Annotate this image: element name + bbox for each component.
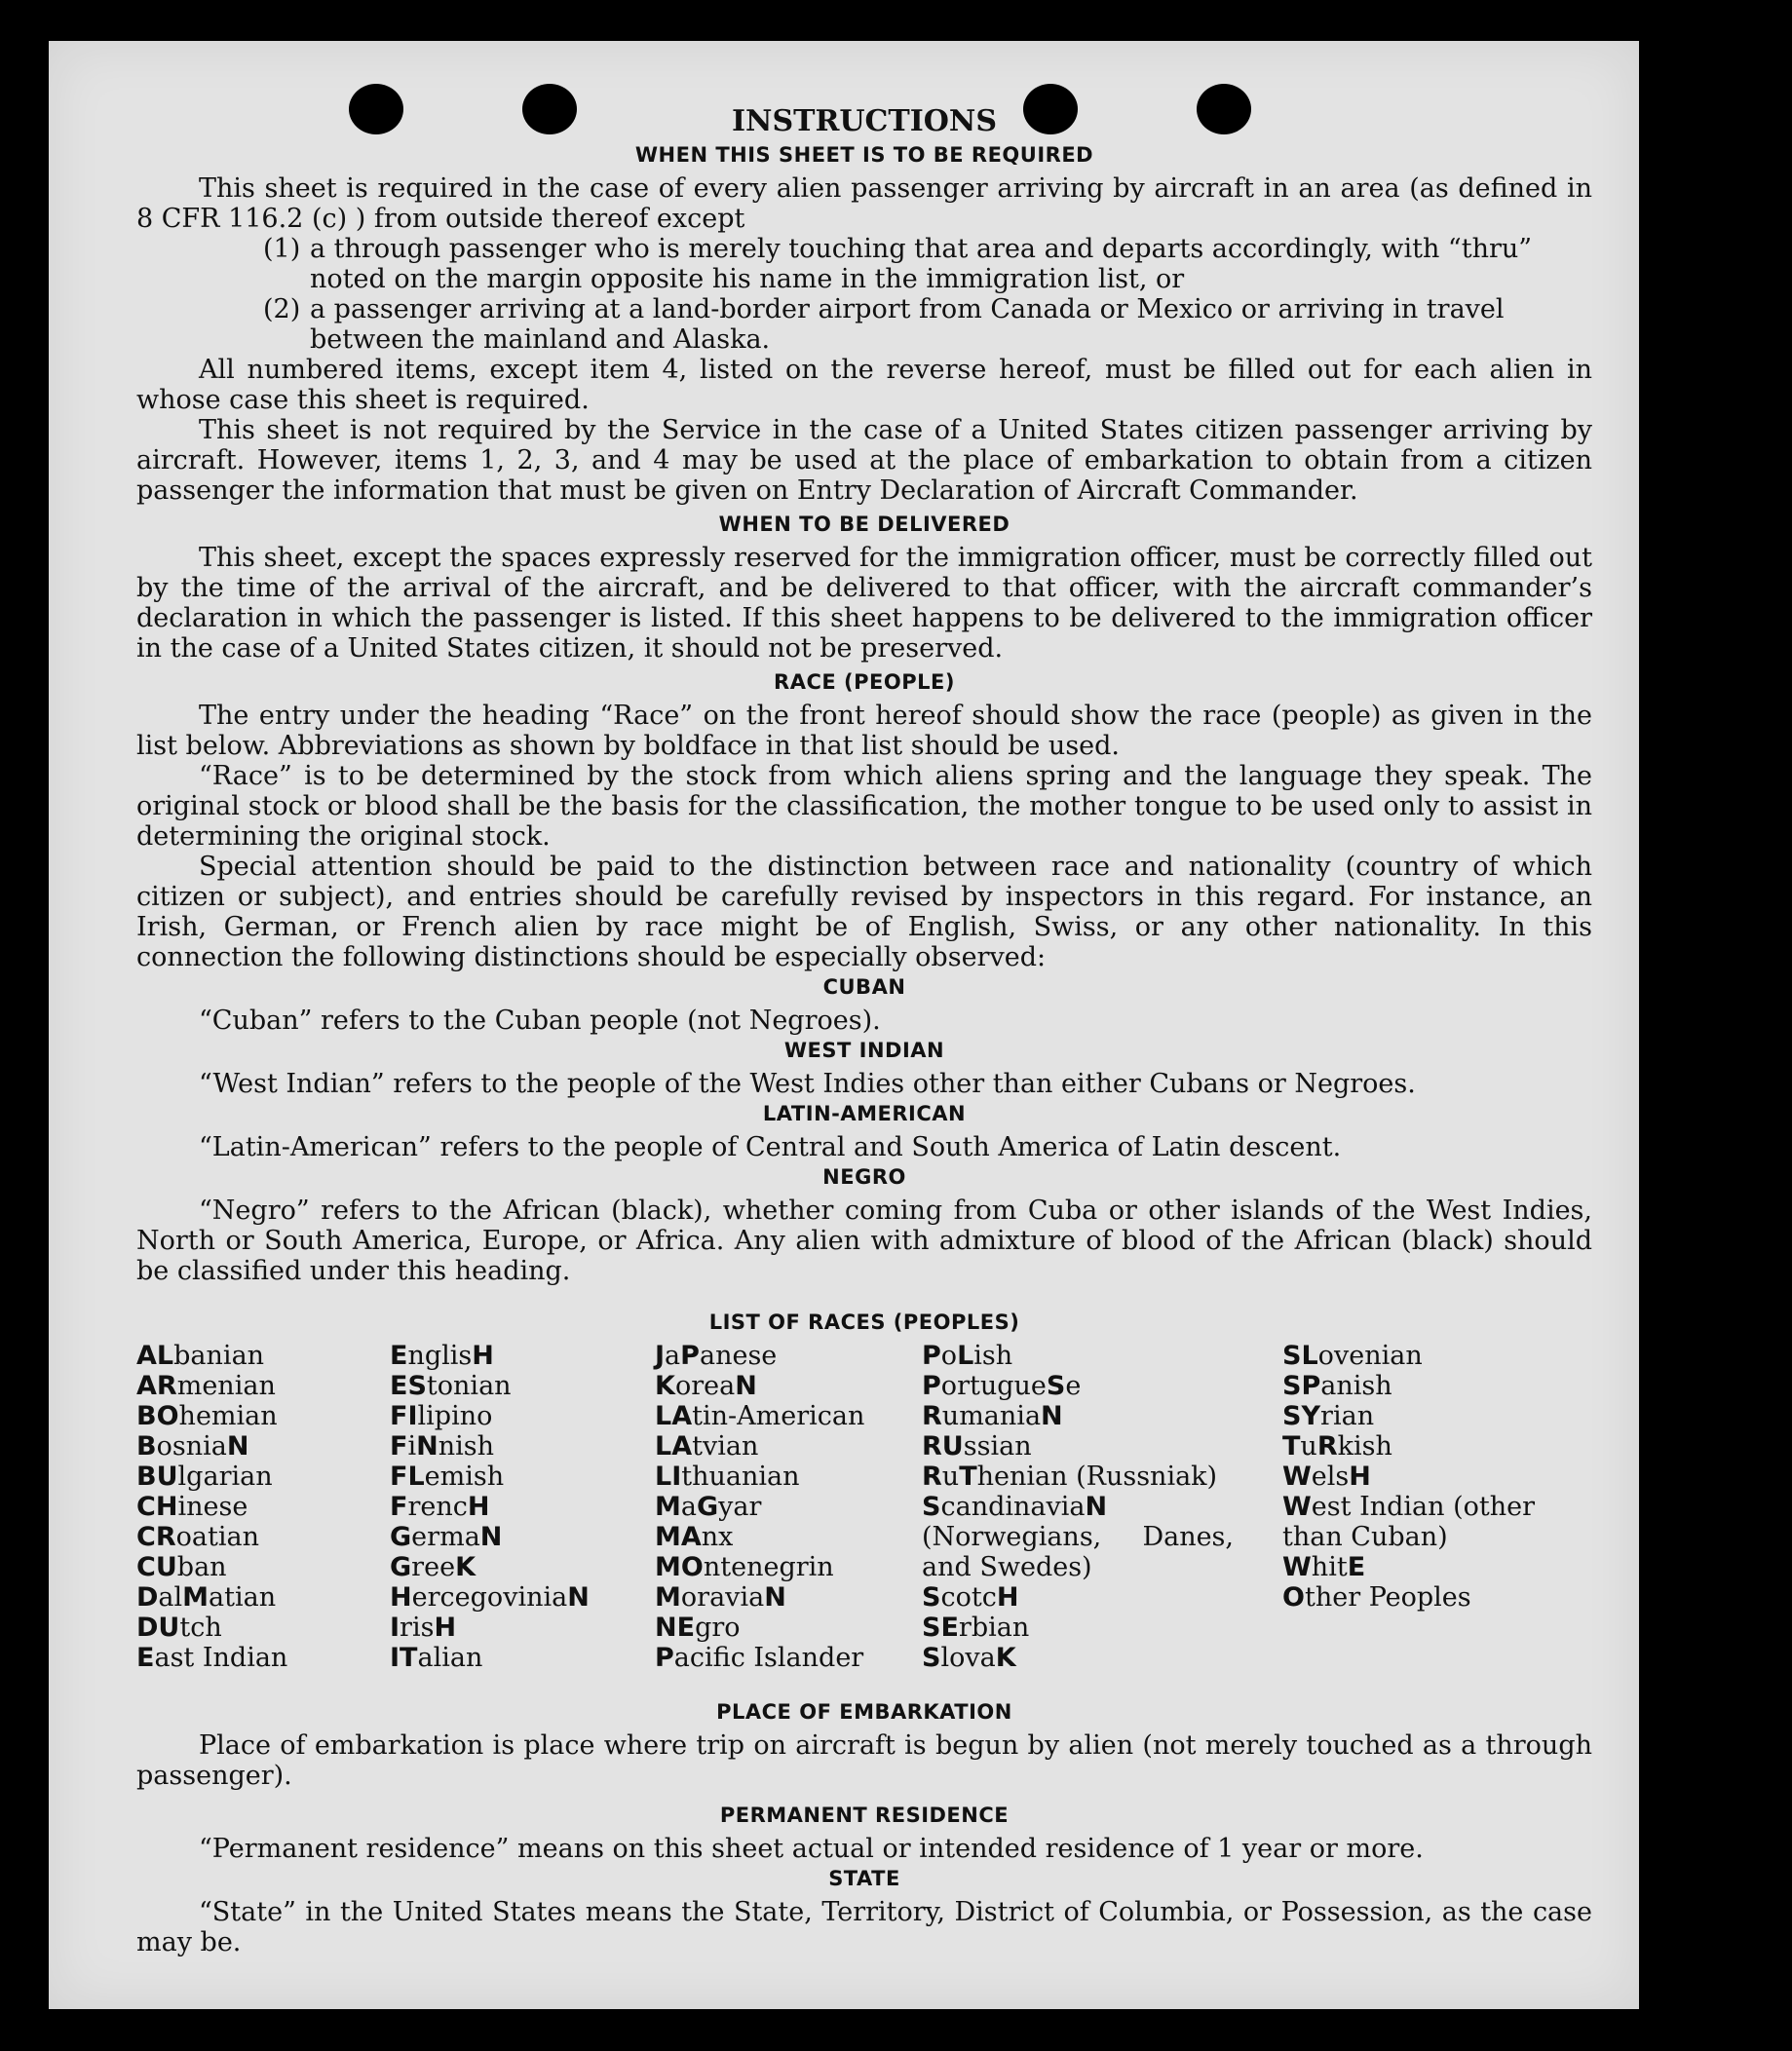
section-heading-race: RACE (PEOPLE): [774, 670, 955, 694]
race-item: Other Peoples: [1282, 1582, 1471, 1613]
race-item: HercegoviniaN: [390, 1582, 590, 1613]
section-heading-when-required: WHEN THIS SHEET IS TO BE REQUIRED: [634, 143, 1094, 167]
paragraph: This sheet is required in the case of every alien passenger arriving by aircraft in an area (as defined in 8 CFR 116.2 (c) ) from outside thereof except: [136, 173, 1592, 234]
race-item: SPanish: [1282, 1371, 1392, 1401]
race-item: NEgro: [655, 1613, 741, 1643]
race-item: GermaN: [390, 1522, 503, 1552]
paragraph: “West Indian” refers to the people of the West Indies other than either Cubans or Negroes.: [199, 1069, 1416, 1099]
race-item: Pacifc Islander: [655, 1643, 864, 1673]
race-item: BOhemian: [136, 1401, 278, 1431]
paragraph: “Negro” refers to the African (black), whether coming from Cuba or other islands of the West Indies, North or South America, Europe, or Africa. Any alien with admixture of blood of the African (black) should be classified under this heading.: [136, 1196, 1592, 1286]
races-column: [655, 1341, 918, 1673]
race-item: CRoatian: [136, 1522, 259, 1552]
section-heading-cuban: CUBAN: [822, 975, 906, 999]
race-item: WhitE: [1282, 1552, 1366, 1582]
race-item: WelsH: [1282, 1462, 1371, 1492]
list-text: a through passenger who is merely touching that area and departs accordingly, with “thru” noted on the margin opposite his name in the immigration list, or: [310, 234, 1533, 294]
section-heading-list-of-races: LIST OF RACES (PEOPLES): [708, 1310, 1020, 1334]
race-item: CHinese: [136, 1492, 248, 1522]
paragraph: This sheet is not required by the Service in the case of a United States citizen passenger arriving by aircraft. However, items 1, 2, 3, and 4 may be used at the place of embarkation to obtain from a citizen passenger the information that must be given on Entry Declaration of Aircraft Commander.: [136, 415, 1592, 506]
document-page: [49, 41, 1639, 2009]
race-item: LAtvian: [655, 1431, 759, 1462]
race-item: MAnx: [655, 1522, 734, 1552]
race-item: LIthuanian: [655, 1462, 800, 1492]
race-item: RuThenian (Russniak): [922, 1462, 1218, 1492]
races-column: [390, 1341, 643, 1673]
list-item: [263, 234, 1592, 294]
race-item: ARmenian: [136, 1371, 276, 1401]
race-item: EnglisH: [390, 1341, 494, 1371]
list-item: [263, 294, 1592, 355]
section-heading-latin-american: LATIN-AMERICAN: [762, 1102, 967, 1125]
race-item: ScotcH: [922, 1582, 1019, 1613]
races-column: [136, 1341, 380, 1673]
page-title: INSTRUCTIONS: [732, 104, 997, 138]
races-column: [922, 1341, 1243, 1673]
race-item: BosniaN: [136, 1431, 249, 1462]
race-item: SYrian: [1282, 1401, 1375, 1431]
race-item: MaGyar: [655, 1492, 762, 1522]
race-item: RumaniaN: [922, 1401, 1063, 1431]
race-item: FIlipino: [390, 1401, 493, 1431]
race-item: ALbanian: [136, 1341, 265, 1371]
race-item: FLemish: [390, 1462, 505, 1492]
list-number: (2): [263, 294, 301, 324]
race-item: GreeK: [390, 1552, 476, 1582]
race-item: PoLish: [922, 1341, 1013, 1371]
section-heading-embarkation: PLACE OF EMBARKATION: [716, 1700, 1012, 1724]
list-text: a passenger arriving at a land-border airport from Canada or Mexico or arriving in travel between the mainland and Alaska.: [310, 294, 1505, 355]
section-heading-state: STATE: [828, 1867, 900, 1890]
race-item: SLovenian: [1282, 1341, 1423, 1371]
races-list: [136, 1341, 1592, 1691]
race-item: East Indian: [136, 1643, 288, 1673]
paragraph: “Permanent residence” means on this sheet actual or intended residence of 1 year or more.: [199, 1834, 1424, 1864]
section-heading-west-indian: WEST INDIAN: [783, 1039, 945, 1062]
paragraph: “Cuban” refers to the Cuban people (not Negroes).: [199, 1006, 881, 1036]
race-item: KoreaN: [655, 1371, 757, 1401]
paragraph: “Latin-American” refers to the people of Central and South America of Latin descent.: [199, 1132, 1342, 1162]
paragraph: Place of embarkation is place where trip on aircraft is begun by alien (not merely touched as a through passenger).: [136, 1730, 1592, 1791]
paragraph: “State” in the United States means the State, Territory, District of Columbia, or Possession, as the case may be.: [136, 1897, 1592, 1957]
race-item: RUssian: [922, 1431, 1032, 1462]
section-heading-negro: NEGRO: [822, 1165, 906, 1189]
paragraph: All numbered items, except item 4, listed on the reverse hereof, must be filled out for each alien in whose case this sheet is required.: [136, 355, 1592, 415]
race-item: JaPanese: [655, 1341, 778, 1371]
races-column: [1282, 1341, 1575, 1613]
race-item: SlovaK: [922, 1643, 1016, 1673]
section-heading-when-delivered: WHEN TO BE DELIVERED: [718, 513, 1010, 536]
race-item: BUlgarian: [136, 1462, 273, 1492]
race-item: PortugueSe: [922, 1371, 1082, 1401]
list-number: (1): [263, 234, 301, 264]
paragraph: “Race” is to be determined by the stock from which aliens spring and the language they speak. The original stock or blood shall be the basis for the classification, the mother tongue to be used only to assist in determining the original stock.: [136, 761, 1592, 852]
race-item: FiNnish: [390, 1431, 494, 1462]
race-item: DUtch: [136, 1613, 222, 1643]
race-item: CUban: [136, 1552, 227, 1582]
race-item: EStonian: [390, 1371, 512, 1401]
race-item: TuRkish: [1282, 1431, 1392, 1462]
race-item: FrencH: [390, 1492, 490, 1522]
section-heading-permanent-residence: PERMANENT RESIDENCE: [719, 1804, 1010, 1827]
paragraph: The entry under the heading “Race” on the front hereof should show the race (people) as given in the list below. Abbreviations as shown by boldface in that list should be used.: [136, 701, 1592, 761]
instructions-content: [136, 103, 1592, 1957]
race-item: MOntenegrin: [655, 1552, 834, 1582]
race-item: SErbian: [922, 1613, 1030, 1643]
race-item: ITalian: [390, 1643, 483, 1673]
race-item: IrisH: [390, 1613, 457, 1643]
race-item: MoraviaN: [655, 1582, 786, 1613]
race-item: DalMatian: [136, 1582, 277, 1613]
paragraph: This sheet, except the spaces expressly reserved for the immigration officer, must be correctly filled out by the time of the arrival of the aircraft, and be delivered to that officer, with the aircraft commander’s declaration in which the passenger is listed. If this sheet happens to be delivered to the immigration officer in the case of a United States citizen, it should not be preserved.: [136, 543, 1592, 664]
race-item: West Indian (other than Cuban): [1282, 1492, 1536, 1552]
race-item: LAtin-American: [655, 1401, 865, 1431]
paragraph: Special attention should be paid to the distinction between race and nationality (country of which citizen or subject), and entries should be carefully revised by inspectors in this regard. For instance, an Irish, German, or French alien by race might be of English, Swiss, or any other nationality. In this connection the following distinctions should be especially observed:: [136, 852, 1592, 972]
race-item: ScandinaviaN (Norwegians, Danes, and Swedes): [922, 1492, 1234, 1582]
